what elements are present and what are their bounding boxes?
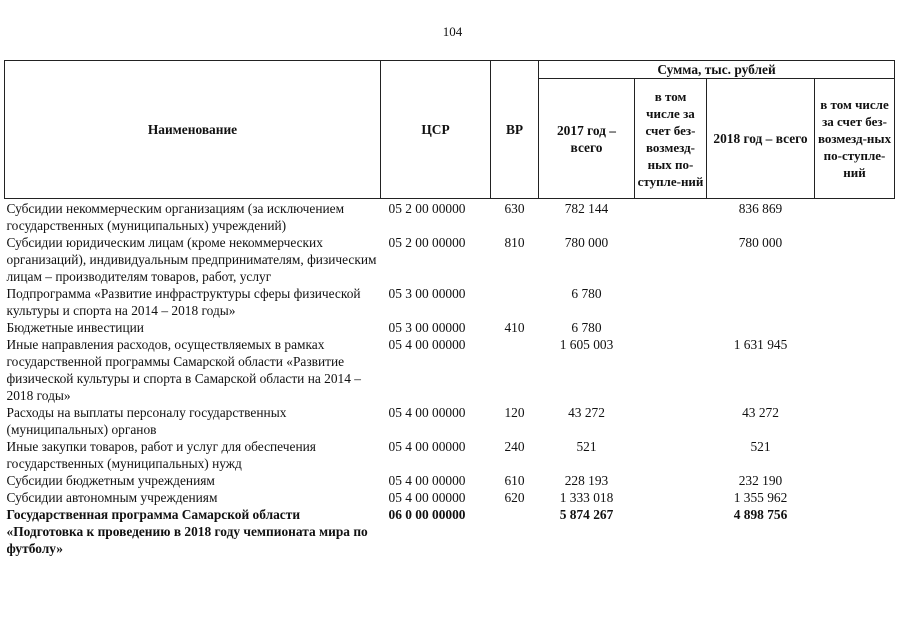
table-row	[5, 234, 895, 285]
row-2018-grants	[815, 234, 895, 285]
row-2018-grants	[815, 319, 895, 336]
row-2017-grants	[635, 438, 707, 472]
row-vr	[491, 336, 539, 404]
row-csr: 05 4 00 00000	[388, 337, 466, 352]
row-csr: 05 4 00 00000	[388, 473, 466, 488]
row-csr: 06 0 00 00000	[388, 507, 466, 522]
row-2017-grants	[635, 472, 707, 489]
row-vr: 240	[504, 439, 525, 454]
row-2018-total: 1 355 962	[733, 490, 788, 505]
row-2017-grants	[635, 234, 707, 285]
row-2018-grants	[815, 404, 895, 438]
row-vr: 610	[504, 473, 525, 488]
row-2017-total: 5 874 267	[559, 507, 614, 522]
table-row	[5, 199, 895, 235]
row-2018-total	[707, 319, 815, 336]
row-2018-grants	[815, 489, 895, 506]
table-row	[5, 336, 895, 404]
table-row	[5, 285, 895, 319]
header-name: Наименование	[5, 61, 381, 199]
row-vr: 620	[504, 490, 525, 505]
table-row	[5, 506, 895, 557]
row-2017-total: 780 000	[564, 235, 609, 250]
row-2018-grants	[815, 336, 895, 404]
row-vr: 810	[504, 235, 525, 250]
header-2018-grants: в том числе за счет без-возмезд-ных по-ступле-ний	[815, 79, 895, 199]
table-body	[5, 199, 895, 558]
budget-table	[4, 60, 895, 557]
row-2018-total: 521	[750, 439, 771, 454]
row-name: Субсидии автономным учреждениям	[6, 490, 218, 505]
row-csr: 05 4 00 00000	[388, 439, 466, 454]
row-name: Иные закупки товаров, работ и услуг для обеспечения государственных (муниципальных) нужд	[6, 439, 316, 471]
table-row	[5, 319, 895, 336]
row-2018-grants	[815, 438, 895, 472]
row-name: Бюджетные инвестиции	[6, 320, 144, 335]
table-row	[5, 404, 895, 438]
row-name: Субсидии бюджетным учреждениям	[6, 473, 215, 488]
table-header	[5, 61, 895, 199]
row-vr: 410	[504, 320, 525, 335]
row-2018-total: 232 190	[738, 473, 783, 488]
row-csr: 05 4 00 00000	[388, 490, 466, 505]
row-2017-grants	[635, 199, 707, 235]
row-2018-total: 4 898 756	[733, 507, 788, 522]
row-2018-grants	[815, 472, 895, 489]
table-row	[5, 438, 895, 472]
row-name: Расходы на выплаты персоналу государственных (муниципальных) органов	[6, 405, 287, 437]
row-2017-total: 43 272	[568, 405, 605, 420]
header-sum-group: Сумма, тыс. рублей	[539, 61, 895, 79]
row-2017-total: 1 333 018	[559, 490, 614, 505]
row-name: Субсидии юридическим лицам (кроме некоммерческих организаций), индивидуальным предпринимателям, физическим лицам – производителям товаров, работ, услуг	[6, 235, 377, 284]
row-2018-total: 1 631 945	[733, 337, 788, 352]
row-csr: 05 2 00 00000	[388, 235, 466, 250]
row-2017-total: 228 193	[564, 473, 609, 488]
row-csr: 05 2 00 00000	[388, 201, 466, 216]
row-2017-total: 521	[576, 439, 597, 454]
header-2017-grants: в том числе за счет без-возмезд-ных по-ступле-ний	[635, 79, 707, 199]
header-2017-total: 2017 год – всего	[539, 79, 635, 199]
row-2018-total: 780 000	[738, 235, 783, 250]
row-2018-grants	[815, 199, 895, 235]
row-csr: 05 3 00 00000	[388, 320, 466, 335]
row-2017-total: 6 780	[571, 286, 602, 301]
row-name: Субсидии некоммерческим организациям (за исключением государственных (муниципальных) учреждений)	[6, 201, 345, 233]
row-2017-grants	[635, 404, 707, 438]
table-row	[5, 472, 895, 489]
row-2018-grants	[815, 506, 895, 557]
page-number: 104	[442, 24, 463, 39]
header-2018-total: 2018 год – всего	[707, 79, 815, 199]
row-vr: 630	[504, 201, 525, 216]
row-2018-grants	[815, 285, 895, 319]
row-vr: 120	[504, 405, 525, 420]
row-name: Государственная программа Самарской области «Подготовка к проведению в 2018 году чемпионата мира по футболу»	[6, 507, 368, 556]
row-2017-grants	[635, 489, 707, 506]
header-csr: ЦСР	[381, 61, 491, 199]
row-2017-grants	[635, 336, 707, 404]
row-2017-total: 6 780	[571, 320, 602, 335]
row-2018-total: 43 272	[742, 405, 779, 420]
row-2017-grants	[635, 319, 707, 336]
row-2018-total: 836 869	[738, 201, 783, 216]
row-2017-grants	[635, 506, 707, 557]
row-2017-total: 782 144	[564, 201, 609, 216]
row-csr: 05 4 00 00000	[388, 405, 466, 420]
row-vr	[491, 285, 539, 319]
row-2017-grants	[635, 285, 707, 319]
header-vr: ВР	[491, 61, 539, 199]
row-name: Иные направления расходов, осуществляемых в рамках государственной программы Самарской области «Развитие физической культуры и спорта в Самарской области на 2014 – 2018 годы»	[6, 337, 361, 403]
row-2018-total	[707, 285, 815, 319]
row-name: Подпрограмма «Развитие инфраструктуры сферы физической культуры и спорта на 2014 – 2018 годы»	[6, 286, 361, 318]
row-2017-total: 1 605 003	[559, 337, 614, 352]
row-vr	[491, 506, 539, 557]
table-row	[5, 489, 895, 506]
row-csr: 05 3 00 00000	[388, 286, 466, 301]
